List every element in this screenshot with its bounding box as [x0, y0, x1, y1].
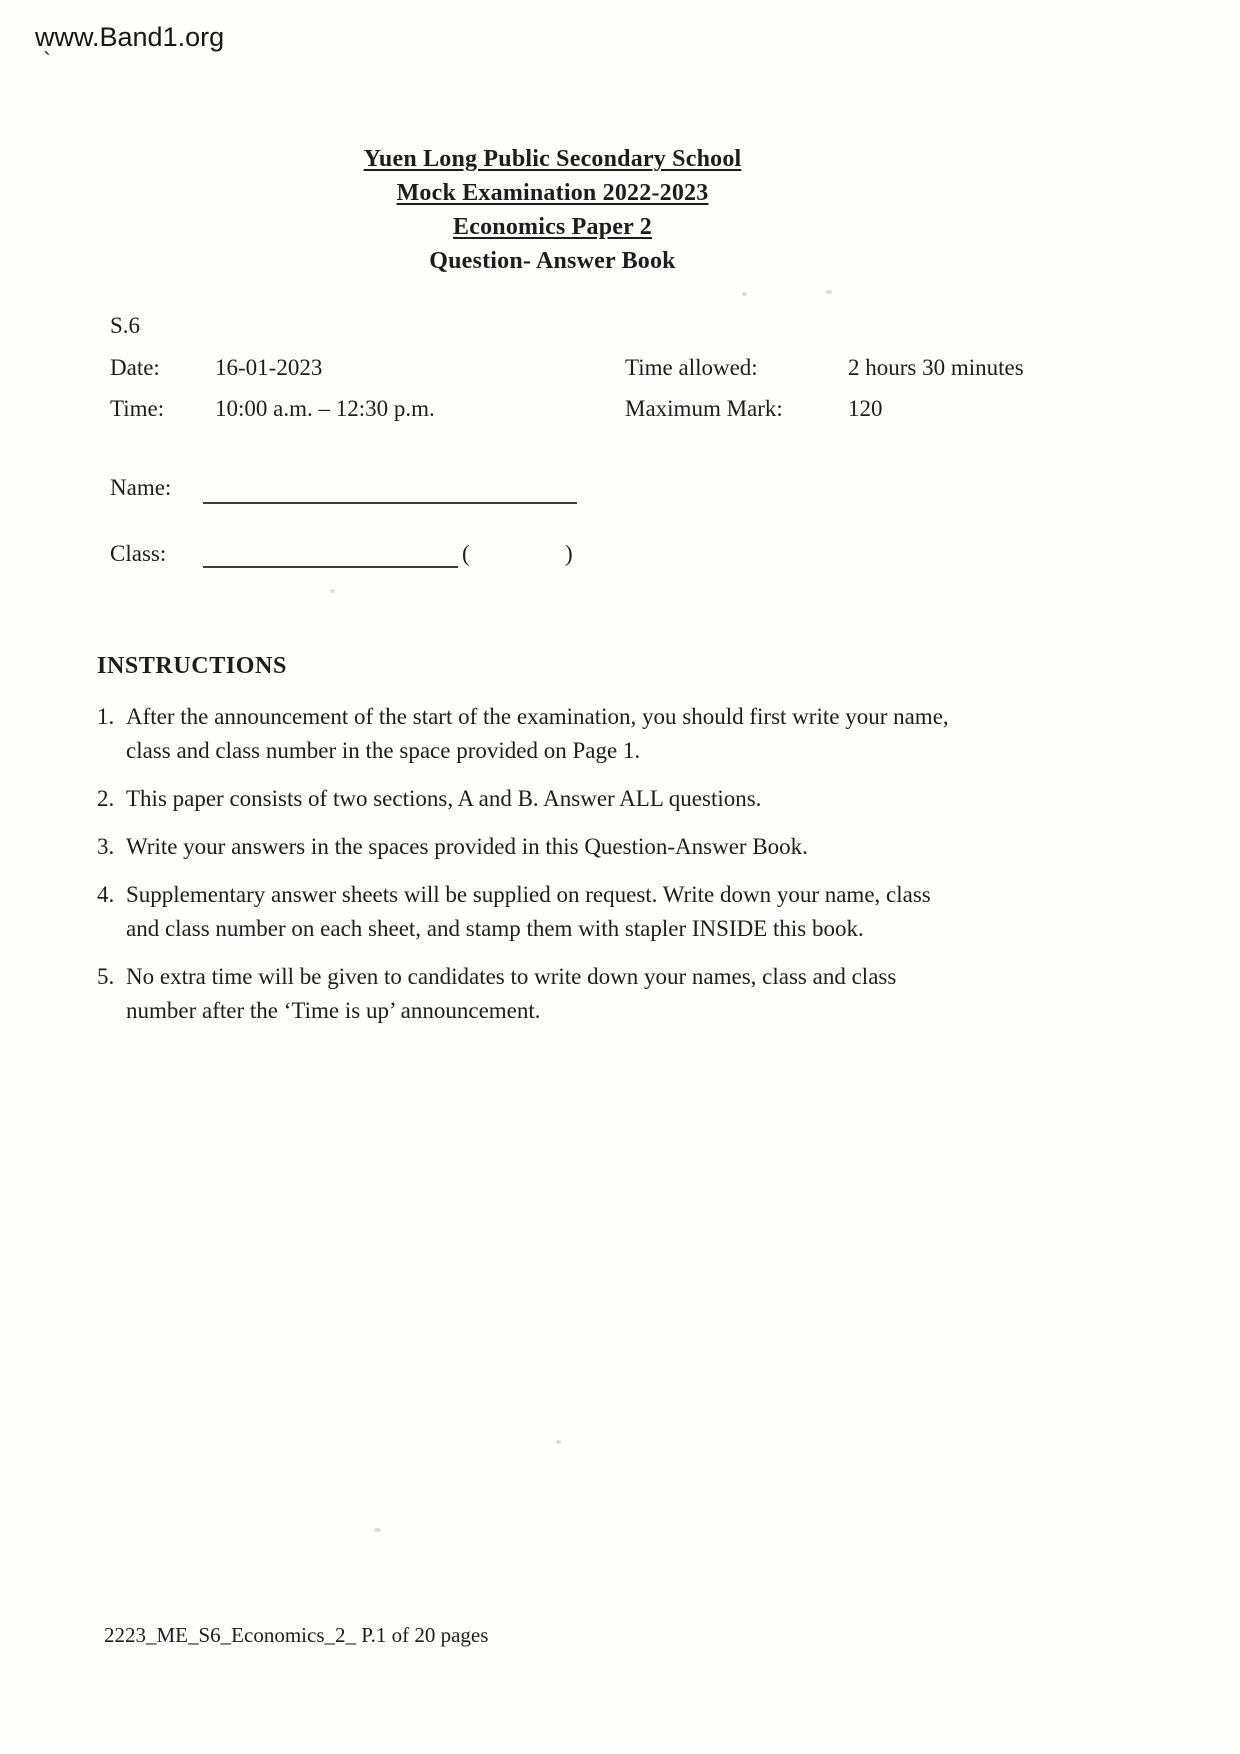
date-value: 16-01-2023: [215, 355, 323, 380]
site-watermark: www.Band1.org: [35, 22, 225, 52]
instructions-heading: INSTRUCTIONS: [97, 653, 287, 679]
instruction-3-line-1: Write your answers in the spaces provided in this Question-Answer Book.: [126, 834, 808, 859]
paper-title: [0, 210, 1105, 244]
time-value: 10:00 a.m. – 12:30 p.m.: [215, 396, 435, 421]
scan-speck: [374, 1528, 381, 1532]
scan-speck: [826, 290, 832, 294]
instruction-4-number: 4.: [97, 882, 115, 907]
class-blank-line: [203, 541, 458, 568]
instruction-3-number: 3.: [97, 834, 115, 859]
instruction-1-line-1: After the announcement of the start of the examination, you should first write your name,: [126, 704, 949, 729]
scan-speck: [556, 1440, 561, 1444]
page-footer: 2223_ME_S6_Economics_2_ P.1 of 20 pages: [104, 1623, 489, 1647]
time-allowed-value: 2 hours 30 minutes: [848, 355, 1024, 380]
class-number-open-paren: (: [462, 541, 470, 566]
instruction-item-3: [97, 830, 1037, 864]
class-number-close-paren: ): [565, 541, 573, 566]
name-label: Name:: [110, 475, 172, 500]
instruction-5-line-1: No extra time will be given to candidates to write down your names, class and class: [126, 964, 897, 989]
instruction-1-line-2: class and class number in the space provided on Page 1.: [126, 738, 641, 763]
school-name-text: Yuen Long Public Secondary School: [363, 146, 742, 172]
instruction-item-5: [97, 960, 1037, 1028]
exam-title: [0, 176, 1105, 210]
class-label: Class:: [110, 541, 167, 566]
instruction-2-number: 2.: [97, 786, 115, 811]
name-blank-line: [203, 475, 577, 504]
instruction-5-line-2: number after the ‘Time is up’ announcement.: [126, 998, 541, 1023]
school-name: [0, 142, 1105, 176]
title-block: [0, 142, 1105, 278]
book-title-text: Question- Answer Book: [429, 248, 676, 274]
time-allowed-label: Time allowed:: [625, 355, 758, 380]
instruction-1-number: 1.: [97, 704, 115, 729]
max-mark-value: 120: [848, 396, 883, 421]
instruction-5-number: 5.: [97, 964, 115, 989]
time-label: Time:: [110, 396, 165, 421]
exam-title-text: Mock Examination 2022-2023: [396, 180, 709, 206]
instruction-2-line-1: This paper consists of two sections, A and B. Answer ALL questions.: [126, 786, 762, 811]
form-level: S.6: [110, 313, 141, 338]
instruction-item-4: [97, 878, 1037, 946]
instructions-list: [97, 700, 1037, 1028]
scan-speck: [742, 292, 747, 296]
scan-stray-mark: `: [43, 48, 51, 75]
instruction-item-1: [97, 700, 1037, 768]
book-title: [0, 244, 1105, 278]
instruction-item-2: [97, 782, 1037, 816]
instruction-4-line-1: Supplementary answer sheets will be supplied on request. Write down your name, class: [126, 882, 931, 907]
max-mark-label: Maximum Mark:: [625, 396, 783, 421]
instructions-section: [97, 652, 1037, 1042]
scan-speck: [330, 589, 335, 593]
paper-title-text: Economics Paper 2: [453, 214, 652, 240]
instruction-4-line-2: and class number on each sheet, and stamp them with stapler INSIDE this book.: [126, 916, 864, 941]
date-label: Date:: [110, 355, 160, 380]
